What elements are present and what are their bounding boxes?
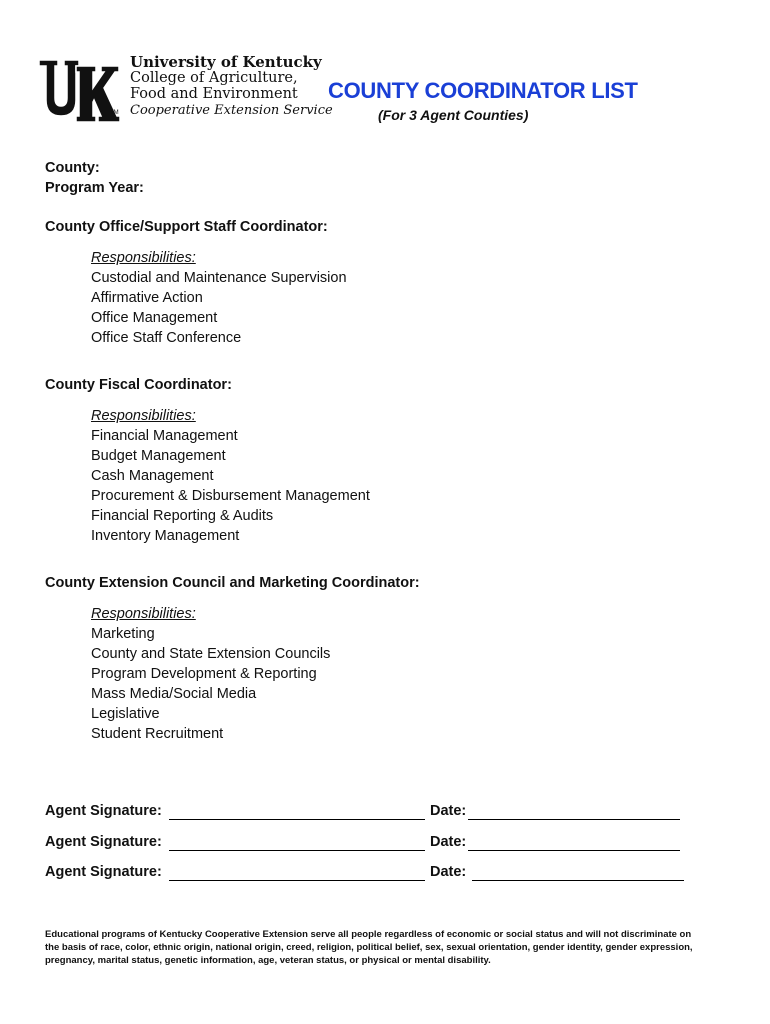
agent-signature-label: Agent Signature: xyxy=(45,834,162,850)
date-label: Date: xyxy=(430,803,467,819)
responsibilities-list-council-marketing xyxy=(91,604,330,744)
program-year-label: Program Year: xyxy=(45,180,144,196)
university-line-3: Food and Environment xyxy=(130,86,298,102)
signature-line[interactable] xyxy=(169,880,425,881)
list-item: Marketing xyxy=(91,626,155,642)
list-item: Program Development & Reporting xyxy=(91,666,317,682)
section-heading-fiscal: County Fiscal Coordinator: xyxy=(45,377,232,393)
responsibilities-list-fiscal xyxy=(91,406,370,546)
list-item: Budget Management xyxy=(91,448,226,464)
list-item: Financial Management xyxy=(91,428,238,444)
list-item: Custodial and Maintenance Supervision xyxy=(91,270,347,286)
agent-signature-label: Agent Signature: xyxy=(45,864,162,880)
document-title: COUNTY COORDINATOR LIST xyxy=(328,78,638,103)
list-item: Office Staff Conference xyxy=(91,330,242,346)
trademark-mark: TM xyxy=(110,110,119,116)
university-name xyxy=(130,54,333,119)
date-line[interactable] xyxy=(468,850,680,851)
responsibilities-list-office-support xyxy=(91,248,347,348)
list-item: Affirmative Action xyxy=(91,290,203,306)
university-line-4: Cooperative Extension Service xyxy=(130,103,333,118)
section-heading-council-marketing: County Extension Council and Marketing Coordinator: xyxy=(45,575,420,591)
signature-row-1 xyxy=(45,803,685,823)
document-title-block xyxy=(328,78,638,104)
document-subtitle: (For 3 Agent Counties) xyxy=(378,107,529,123)
responsibilities-heading: Responsibilities: xyxy=(91,606,196,622)
university-line-2: College of Agriculture, xyxy=(130,70,298,86)
signature-line[interactable] xyxy=(169,850,425,851)
list-item: Legislative xyxy=(91,706,160,722)
responsibilities-heading: Responsibilities: xyxy=(91,408,196,424)
section-heading-office-support: County Office/Support Staff Coordinator: xyxy=(45,219,328,235)
list-item: Cash Management xyxy=(91,468,214,484)
signature-row-2 xyxy=(45,834,685,854)
list-item: Student Recruitment xyxy=(91,726,224,742)
list-item: Mass Media/Social Media xyxy=(91,686,257,702)
list-item: Office Management xyxy=(91,310,218,326)
university-line-1: University of Kentucky xyxy=(130,53,322,71)
county-label: County: xyxy=(45,160,100,176)
date-label: Date: xyxy=(430,864,467,880)
uk-logo xyxy=(38,58,120,122)
responsibilities-heading: Responsibilities: xyxy=(91,250,196,266)
agent-signature-label: Agent Signature: xyxy=(45,803,162,819)
list-item: County and State Extension Councils xyxy=(91,646,331,662)
date-label: Date: xyxy=(430,834,467,850)
signature-row-3 xyxy=(45,864,685,884)
list-item: Procurement & Disbursement Management xyxy=(91,488,370,504)
date-line[interactable] xyxy=(472,880,684,881)
list-item: Financial Reporting & Audits xyxy=(91,508,274,524)
non-discrimination-statement: Educational programs of Kentucky Cooperative Extension serve all people regardless of economic or social status and will not discriminate on the basis of race, color, ethnic origin, national origin, creed, religion, political belief, sex, sexual orientation, gender identity, gender expression, pregnancy, marital status, genetic information, age, veteran status, or physical or mental disability. xyxy=(45,929,693,966)
signature-line[interactable] xyxy=(169,819,425,820)
list-item: Inventory Management xyxy=(91,528,240,544)
date-line[interactable] xyxy=(468,819,680,820)
